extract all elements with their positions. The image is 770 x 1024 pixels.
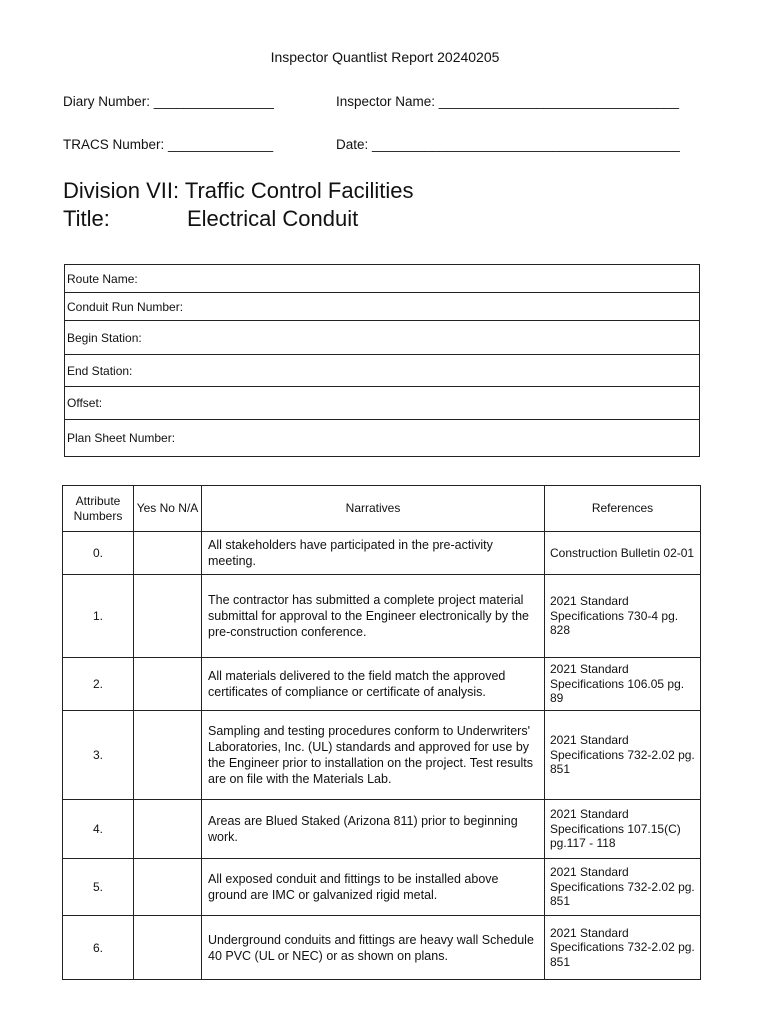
reference: 2021 Standard Specifications 732-2.02 pg. 851 (545, 916, 701, 980)
reference: 2021 Standard Specifications 107.15(C) pg.117 - 118 (545, 800, 701, 859)
table-row (63, 532, 701, 575)
yes-no-na-cell[interactable] (134, 916, 202, 980)
narrative: Underground conduits and fittings are heavy wall Schedule 40 PVC (UL or NEC) or as shown on plans. (202, 916, 545, 980)
date-field: Date: _________________________________________ (336, 137, 680, 152)
yes-no-na-cell[interactable] (134, 658, 202, 711)
title-label: Title: (63, 206, 110, 231)
attribute-number: 6. (63, 916, 134, 980)
reference: 2021 Standard Specifications 732-2.02 pg. 851 (545, 859, 701, 916)
narrative: All exposed conduit and fittings to be installed above ground are IMC or galvanized rigid metal. (202, 859, 545, 916)
attribute-number: 2. (63, 658, 134, 711)
table-row (63, 575, 701, 658)
attribute-numbers-header: Attribute Numbers (63, 486, 134, 532)
narratives-header: Narratives (202, 486, 545, 532)
inspector-name-field: Inspector Name: ________________________________ (336, 94, 680, 109)
attribute-number: 3. (63, 711, 134, 800)
project-info-table (64, 264, 700, 457)
attributes-table (62, 485, 701, 980)
narrative: All materials delivered to the field match the approved certificates of compliance or certificate of analysis. (202, 658, 545, 711)
tracs-number-field: TRACS Number: ______________ (63, 137, 274, 152)
reference: 2021 Standard Specifications 732-2.02 pg. 851 (545, 711, 701, 800)
diary-number-field: Diary Number: ________________ (63, 94, 274, 109)
plan-sheet-number-cell: Plan Sheet Number: (65, 420, 700, 457)
attribute-number: 5. (63, 859, 134, 916)
table-row (63, 916, 701, 980)
offset-cell: Offset: (65, 387, 700, 420)
narrative: All stakeholders have participated in the pre-activity meeting. (202, 532, 545, 575)
title-value: Electrical Conduit (187, 206, 359, 231)
conduit-run-number-cell: Conduit Run Number: (65, 293, 700, 321)
yes-no-na-cell[interactable] (134, 711, 202, 800)
attribute-number: 1. (63, 575, 134, 658)
yes-no-na-cell[interactable] (134, 575, 202, 658)
table-row (63, 711, 701, 800)
report-title: Inspector Quantlist Report 20240205 (270, 49, 500, 65)
narrative: The contractor has submitted a complete project material submittal for approval to the Engineer electronically by the pre-construction conference. (202, 575, 545, 658)
table-row (63, 658, 701, 711)
yes-no-na-cell[interactable] (134, 800, 202, 859)
attribute-number: 4. (63, 800, 134, 859)
references-header: References (545, 486, 701, 532)
table-header-row (63, 486, 701, 532)
division-heading (63, 177, 413, 233)
table-row (63, 859, 701, 916)
begin-station-cell: Begin Station: (65, 321, 700, 355)
reference: 2021 Standard Specifications 730-4 pg. 828 (545, 575, 701, 658)
end-station-cell: End Station: (65, 355, 700, 387)
division-line: Division VII: Traffic Control Facilities (63, 178, 414, 203)
yes-no-na-cell[interactable] (134, 859, 202, 916)
reference: 2021 Standard Specifications 106.05 pg. 89 (545, 658, 701, 711)
yes-no-na-cell[interactable] (134, 532, 202, 575)
reference: Construction Bulletin 02-01 (545, 532, 701, 575)
narrative: Areas are Blued Staked (Arizona 811) prior to beginning work. (202, 800, 545, 859)
narrative: Sampling and testing procedures conform to Underwriters' Laboratories, Inc. (UL) standards and approved for use by the Engineer prior to installation on the project. Test results are on file with the Materials Lab. (202, 711, 545, 800)
route-name-cell: Route Name: (65, 265, 700, 293)
table-row (63, 800, 701, 859)
attribute-number: 0. (63, 532, 134, 575)
yes-no-na-header: Yes No N/A (134, 486, 202, 532)
